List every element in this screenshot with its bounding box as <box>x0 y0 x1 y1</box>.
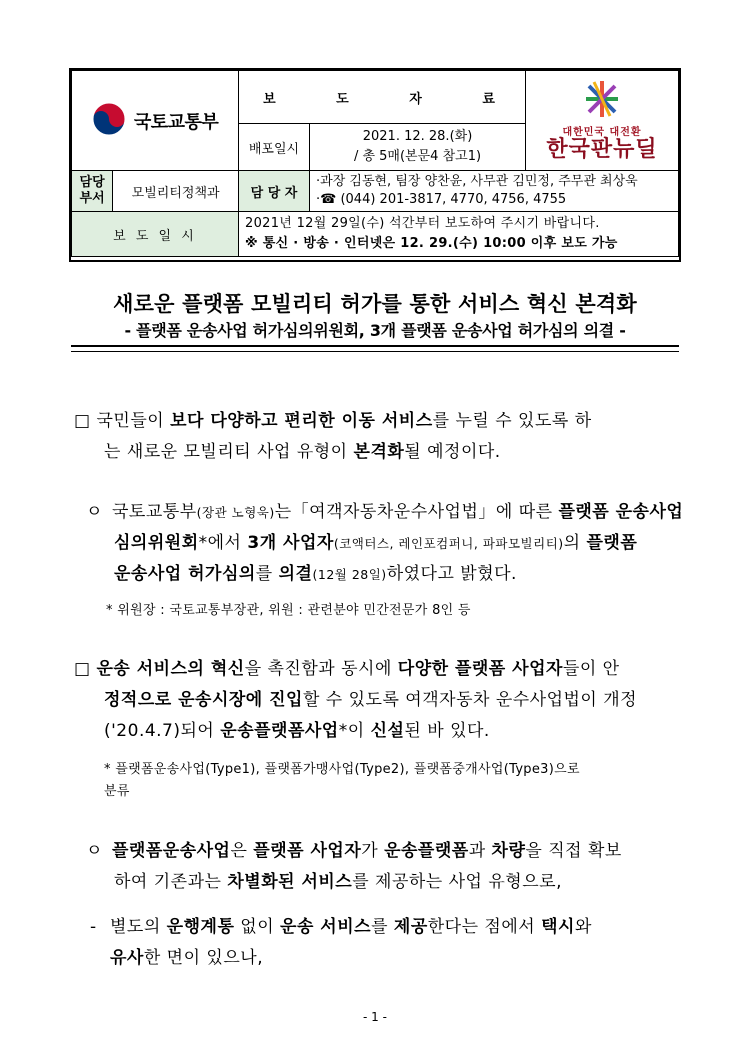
text-bold: 신설 <box>370 721 405 741</box>
text-small: (장관 노형욱) <box>196 505 275 520</box>
text-bold: 플랫폼 <box>586 533 638 553</box>
text-bold: 보다 다양하고 편리한 이동 서비스 <box>170 411 433 431</box>
text-bold: 운송플랫폼사업 <box>220 721 339 741</box>
contact-label: 담 당 자 <box>239 171 310 212</box>
taegeuk-emblem-icon <box>92 102 126 140</box>
circle-bullet: ㅇ <box>86 841 103 861</box>
paragraph-4 <box>86 836 686 867</box>
subheadline: - 플랫폼 운송사업 허가심의위원회, 3개 플랫폼 운송사업 허가심의 의결 - <box>124 321 626 340</box>
brand-tagline: 대한민국 대전환 <box>562 127 642 138</box>
paragraph-1 <box>74 406 684 437</box>
distribution-date: 2021. 12. 28.(화) <box>362 129 473 144</box>
text-bold: 유사 <box>110 948 144 968</box>
distribution-pages: / 총 5매(본문4 참고1) <box>353 149 482 164</box>
contact-info <box>310 171 679 212</box>
text: 은 <box>230 841 254 861</box>
square-bullet: □ <box>74 411 91 431</box>
text: 을 직접 확보 <box>525 841 622 861</box>
text: *에서 <box>198 533 248 553</box>
text-small: (12월 28일) <box>312 567 387 582</box>
text: 와 <box>574 917 592 937</box>
text: 없이 <box>234 917 281 937</box>
department-name: 모빌리티정책과 <box>113 171 239 212</box>
text-bold: 운송 서비스의 혁신 <box>96 659 245 679</box>
text-bold: 차량 <box>491 841 526 861</box>
text-bold: 정적으로 운송시장에 진입 <box>104 690 303 710</box>
text-bold: 택시 <box>541 917 575 937</box>
text: 된 바 있다. <box>404 721 490 741</box>
square-bullet: □ <box>74 659 91 679</box>
text-bold: 3개 사업자 <box>247 533 334 553</box>
page-number: - 1 - <box>363 1010 387 1024</box>
contact-names: ·과장 김동현, 팀장 양찬윤, 사무관 김민정, 주무관 최상욱 <box>316 174 638 189</box>
headline: 새로운 플랫폼 모빌리티 허가를 통한 서비스 혁신 본격화 <box>113 292 637 316</box>
release-info <box>239 212 679 257</box>
distribution-label: 배포일시 <box>239 124 310 171</box>
text: 들이 안 <box>562 659 620 679</box>
title-rule-thick <box>71 345 679 347</box>
text-bold: 운송사업 허가심의 <box>114 564 256 584</box>
paragraph-4-line-2 <box>114 867 684 898</box>
text: 하였다고 밝혔다. <box>386 564 517 584</box>
text-small: (코액터스, 레인포컴퍼니, 파파모빌리티) <box>333 536 564 551</box>
footnote-2-line-2: 분류 <box>104 784 130 799</box>
text: 국민들이 <box>96 411 171 431</box>
text-bold: 플랫폼운송사업 <box>112 841 231 861</box>
text-bold: 다양한 플랫폼 사업자 <box>397 659 563 679</box>
brand-name: 한국판뉴딜 <box>546 137 658 162</box>
footnote-1: * 위원장 : 국토교통부장관, 위원 : 관련분야 민간전문가 8인 등 <box>106 603 471 618</box>
title-rule-thin <box>71 351 679 352</box>
release-line-2: ※ 통신 · 방송 · 인터넷은 12. 29.(수) 10:00 이후 보도 가능 <box>245 236 618 251</box>
text-bold: 플랫폼 운송사업 <box>558 502 684 522</box>
text: 가 <box>361 841 385 861</box>
text: 하여 기존과는 <box>114 872 228 892</box>
release-label: 보 도 일 시 <box>72 212 239 257</box>
paragraph-3 <box>74 654 684 685</box>
text: 한 면이 있으나, <box>143 948 264 968</box>
text: 는「여객자동차운수사업법」에 따른 <box>274 502 559 522</box>
text: *이 <box>338 721 371 741</box>
text-bold: 의결 <box>278 564 313 584</box>
text: 는 새로운 모빌리티 사업 유형이 <box>104 442 354 462</box>
paragraph-3-line-3 <box>104 716 684 747</box>
press-release-title: 보 도 자 료 <box>239 71 526 124</box>
text-bold: 심의위원회 <box>114 533 199 553</box>
new-deal-logo-icon <box>526 79 678 123</box>
release-line-1: 2021년 12월 29일(수) 석간부터 보도하여 주시기 바랍니다. <box>245 216 600 231</box>
text: 의 <box>563 533 587 553</box>
text: 를 <box>255 564 279 584</box>
text-bold: 본격화 <box>353 442 405 462</box>
text: ('20.4.7)되어 <box>104 721 221 741</box>
contact-phone: ·☎ (044) 201-3817, 4770, 4756, 4755 <box>316 192 567 207</box>
text: 한다는 점에서 <box>427 917 542 937</box>
paragraph-2-line-2 <box>114 528 684 559</box>
text: 과 <box>468 841 492 861</box>
text-bold: 운송플랫폼 <box>384 841 469 861</box>
ministry-logo-cell <box>72 71 239 171</box>
text: 를 제공하는 사업 유형으로, <box>352 872 562 892</box>
paragraph-3-line-2 <box>104 685 684 716</box>
circle-bullet: ㅇ <box>86 502 103 522</box>
footnote-2: * 플랫폼운송사업(Type1), 플랫폼가맹사업(Type2), 플랫폼중개사업(Type3)으로 <box>104 762 580 777</box>
text-bold: 운행계통 <box>166 917 235 937</box>
text-bold: 플랫폼 사업자 <box>253 841 362 861</box>
text-bold: 차별화된 서비스 <box>227 872 353 892</box>
paragraph-5 <box>90 912 686 943</box>
text: 할 수 있도록 여객자동차 운수사업법이 개정 <box>302 690 638 710</box>
text-bold: 운송 서비스 <box>280 917 372 937</box>
paragraph-5-line-2 <box>110 943 686 974</box>
ministry-name: 국토교통부 <box>133 111 219 133</box>
text: 국토교통부 <box>112 502 197 522</box>
text-bold: 제공 <box>393 917 428 937</box>
department-label: 담당 부서 <box>72 171 113 212</box>
distribution-info <box>310 124 526 171</box>
text: 될 예정이다. <box>404 442 501 462</box>
dash-bullet: - <box>90 917 97 937</box>
text: 를 누릴 수 있도록 하 <box>432 411 592 431</box>
text: 를 <box>371 917 394 937</box>
paragraph-2 <box>86 497 686 528</box>
text: 을 촉진함과 동시에 <box>244 659 398 679</box>
press-header-table <box>71 70 679 257</box>
new-deal-brand-cell <box>526 71 679 171</box>
paragraph-2-line-3 <box>114 559 684 590</box>
text: 별도의 <box>110 917 167 937</box>
paragraph-1-line-2 <box>104 437 684 468</box>
